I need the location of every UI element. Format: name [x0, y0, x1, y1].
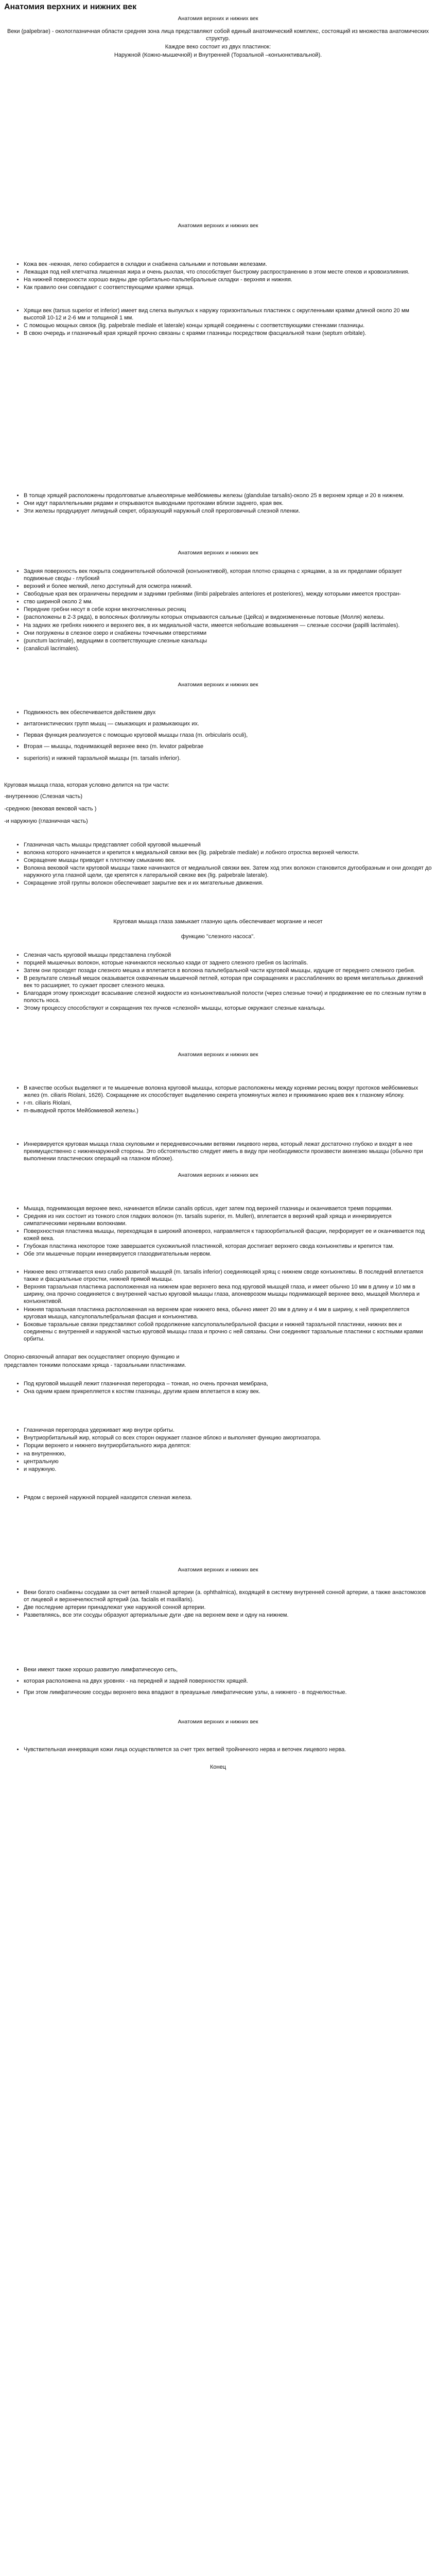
list-item: • Две последние артерии принадлежат уже наружной сонной артерии. [24, 1604, 432, 1611]
intro-paragraph: Наружной (Кожно-мышечной) и Внутренней (Торзальной –конъюнктивальной). [114, 52, 322, 59]
list-item: • При этом лимфатические сосуды верхнего века впадают в преаушные лимфатические узлы, а нижнего - в подчелюстные. [24, 1689, 432, 1696]
list-item: • центральную [24, 1458, 432, 1465]
lymph-list [4, 1666, 432, 1696]
list-item: • В свою очередь и глазничный края хрящей прочно связаны с краями глазницы посредством фасциальной ткани (septum orbitale). [24, 330, 432, 337]
list-item: • Она одним краем прикрепляется к костям глазницы, другим краем вплетается в кожу век. [24, 1388, 432, 1395]
intro-section [4, 28, 432, 59]
orbicularis-intro: Круговая мышца глаза, которая условно делится на три части: [4, 782, 169, 788]
list-item: • Глубокая пластинка некоторое тоже завершается сухожильной пластинкой, которая достигает верхнего свода конъюнктивы и крепится там. [24, 1243, 432, 1250]
lacrimal-gland-list [4, 1494, 432, 1501]
list-item: • С помощью мощных связок (lig. palpebrale mediale et laterale) концы хрящей соединены с соответствующими стенками глазницы. [24, 322, 432, 329]
document-title: Анатомия верхних и нижних век [4, 3, 137, 11]
caption: Анатомия верхних и нижних век [178, 15, 258, 22]
end-label: Конец [210, 1764, 226, 1771]
list-item: • Нижнее веко оттягивается книз слабо развитой мышцей (m. tarsalis inferior) соединяющей хрящ с нижнем своде конъюнктивы. В последний вплетается также и фасциальные отростки, нижней прямой мышцы. [24, 1268, 432, 1283]
list-item: • В толще хрящей расположены продолговатые альвеолярные мейбомиевы железы (glandulae tarsalis)-около 25 в верхнем хряще и 20 в нижнем. [24, 492, 432, 499]
list-item: • m-выводной проток Мейбомиевой железы.) [24, 1107, 432, 1114]
nerve-list [4, 1746, 432, 1753]
caption: Анатомия верхних и нижних век [178, 549, 258, 556]
summary-line: функцию "слезного насоса". [181, 933, 255, 940]
lacrimal-list [4, 952, 432, 1012]
mobility-list [4, 709, 432, 761]
list-item: • Сокращение мышцы приводит к плотному смыканию век. [24, 857, 432, 864]
orbicularis-part: -и наружную (глазничная часть) [4, 818, 88, 824]
glands-list [4, 492, 432, 515]
list-item: • Поверхностная пластинка мышцы, переходящая в широкий апоневроз, направляется к тарзоорбитальной фасции, перфорирует ее и оканчивается под кожей века. [24, 1228, 432, 1242]
list-item: • Они погружены в слезное озеро и снабжены точечными отверстиями [24, 630, 432, 637]
list-item: • Внутриорбитальный жир, который со всех сторон окружает глазное яблоко и выполняет функцию амортизатора. [24, 1434, 432, 1442]
orbicularis-part: -среднюю (вековая вековой часть ) [4, 805, 97, 812]
levator-list [4, 1205, 432, 1258]
list-item: • Нижняя тарзальная пластинка расположенная на верхнем крае нижнего века, обычно имеет 20 мм в длину и 4 мм в ширину, к ней прикрепляется круговая мышца, капсулопальпебральная фасция и конъюнктива. [24, 1306, 432, 1320]
support-apparatus-line: Опорно-связочный аппарат век осуществляет опорную функцию и [4, 1353, 180, 1360]
list-item: • верхний и более мелкий, легко доступный для осмотра нижний. [24, 583, 432, 590]
intro-paragraph: Каждое веко состоит из двух пластинок: [165, 44, 271, 50]
caption: Анатомия верхних и нижних век [178, 1566, 258, 1573]
list-item: • На нижней поверхности хорошо видны две орбитально-пальпебральные складки - верхняя и нижняя. [24, 276, 432, 283]
fat-list [4, 1427, 432, 1472]
septum-intro-list [4, 1380, 432, 1395]
list-item: • В качестве особых выделяют и те мышечные волокна круговой мышцы, которые расположены между корнями ресниц вокруг протоков мейбомиевых желез (m. ciliaris Riolani, 1626). Сокращение их способствует выделению секрета упомянутых желез и прижиманию краев век к глазному яблоку. [24, 1084, 432, 1099]
list-item: • которая расположена на двух уровнях - на передней и задней поверхностях хрящей. [24, 1677, 432, 1685]
list-item: • Средняя из них состоит из тонкого слоя гладких волокон (m. tarsalis superior, m. Mulleri), вплетается в верхний край хряща и иннервируется симпатическими нервными волокнами. [24, 1213, 432, 1227]
list-item: • Верхняя тарзальная пластинка расположенная на нижнем крае верхнего века под круговой мышцей глаза, и имеет обычно 10 мм в длину и 10 мм в ширину, она прочно соединяется с внутренней частью круговой мышцы глаза, апоневрозом мышцы поднимающей верхнее веко, мышцей Мюллера и конъюнктивой. [24, 1283, 432, 1305]
list-item: • Глазничная перегородка удерживает жир внутри орбиты. [24, 1427, 432, 1434]
list-item: • порцией мышечных волокон, которые начинаются несколько кзади от заднего слезного гребня os lacrimalis. [24, 959, 432, 967]
list-item: • (canaliculi lacrimales). [24, 645, 432, 652]
list-item: • Вторая — мышцы, поднимающей верхнее веко (m. levator palpebrae [24, 743, 432, 750]
support-apparatus-line: представлен тонкими полосками хряща - тарзальными пластинками. [4, 1362, 186, 1369]
list-item: • Хрящи век (tarsus superior et inferior) имеет вид слегка выпуклых к наружу горизонтальных пластинок с округленными краями длиной около 20 мм высотой 10-12 и 2-6 мм и толщиной 1 мм. [24, 307, 432, 321]
caption: Анатомия верхних и нижних век [178, 1052, 258, 1058]
list-item: • Они идут параллельными рядами и открываются выводными протоками вблизи заднего, края век. [24, 500, 432, 507]
caption: Анатомия верхних и нижних век [178, 1718, 258, 1725]
riolan-list [4, 1084, 432, 1114]
list-item: • Боковые тарзальные связки представляют собой продолжение капсулопальпебральной фасции и нижней тарзальной пластинки, нижних век и соединены с внутренней и наружной частью круговой мышцы глаза и прочно с ней связаны. Они соединяют тарзальные пластинки с костными краями орбиты. [24, 1321, 432, 1343]
list-item: • Свободные края век ограничены передним и задними гребнями (limbi palpebrales anteriores et posteriores), между которыми имеется простран- [24, 590, 432, 598]
list-item: • Эти железы продуцирует липидный секрет, образующий наружный слой прероговичный слезной пленки. [24, 507, 432, 515]
list-item: • Веки богато снабжены сосудами за счет ветвей глазной артерии (a. ophthalmica), входящей в систему внутренней сонной артерии, а также анастомозов от лицевой и верхнечелюстной артерий (аа. facialis et maxillaris). [24, 1589, 432, 1603]
list-item: • Рядом с верхней наружной порцией находится слезная железа. [24, 1494, 432, 1501]
list-item: • Чувствительная иннервация кожи лица осуществляется за счет трех ветвей тройничного нерва и веточек лицевого нерва. [24, 1746, 432, 1753]
list-item: • Мышца, поднимающая верхнее веко, начинается вблизи canalis opticus, идет затем под верхней глазницы и оканчивается тремя порциями. [24, 1205, 432, 1212]
conjunctiva-list [4, 568, 432, 652]
caption: Анатомия верхних и нижних век [178, 1172, 258, 1179]
list-item: • Волокна вековой части круговой мышцы также начинаются от медиальной связки век. Затем ход этих волокон становится дугообразным и они доходят до наружного угла глазной щели, где крепятся к латеральной связке век (lig. palpebrale laterale). [24, 865, 432, 879]
blood-supply-list [4, 1589, 432, 1619]
list-item: • Под круговой мышцей лежит глазничная перегородка – тонкая, но очень прочная мембрана, [24, 1380, 432, 1387]
list-item: • r-m. ciliaris Riolani, [24, 1099, 432, 1107]
skin-list [4, 261, 432, 291]
orbicularis-summary [4, 918, 432, 940]
list-item: • Обе эти мышечные порции иннервируется глазодвигательным нервом. [24, 1250, 432, 1258]
list-item: • В результате слезный мешок оказывается охваченным мышечной петлей, которая при сокращениях и расслаблениях во время мигательных движений век то расширяет, то сужает просвет слезного мешка. [24, 975, 432, 989]
summary-line: Круговая мышца глаза замыкает глазную щель обеспечивает моргание и несет [113, 919, 323, 925]
list-item: • и наружную. [24, 1466, 432, 1473]
list-item: • Иннервируется круговая мышца глаза скуловыми и передневисочными ветвями лицевого нерва, который лежат достаточно глубоко и входят в нее преимущественно с нижненаружной стороны. Это обстоятельство следует иметь в виду при необходимости произвести акинезию мышцы (обычно при выполнении пластических операций на глазном яблоке). [24, 1141, 432, 1162]
list-item: • на внутреннюю, [24, 1450, 432, 1458]
list-item: • антагонистических групп мышц — смыкающих и размыкающих их. [24, 720, 432, 727]
list-item: • Передние гребни несут в себе корни многочисленных ресниц [24, 606, 432, 613]
list-item: • superioris) и нижней тарзальной мышцы (m. tarsalis inferior). [24, 755, 432, 762]
list-item: • Слезная часть круговой мышцы представлена глубокой [24, 952, 432, 959]
list-item: • Порции верхнего и нижнего внутриорбитального жира делятся: [24, 1442, 432, 1449]
list-item: • Разветвляясь, все эти сосуды образуют артериальные дуги -две на верхнем веке и одну на нижнем. [24, 1612, 432, 1619]
list-item: • ство шириной около 2 мм. [24, 598, 432, 605]
list-item: • (punctum lacrimale), ведущими в соответствующие слезные канальцы [24, 637, 432, 645]
list-item: • Затем они проходят позади слезного мешка и вплетается в волокна пальпебральной части круговой мышцы, идущие от переднего слезного гребня. [24, 967, 432, 974]
orbicularis-details-list [4, 841, 432, 887]
lower-lid-list [4, 1268, 432, 1343]
caption: Анатомия верхних и нижних век [178, 223, 258, 229]
list-item: • Веки имеют также хорошо развитую лимфатическую сеть, [24, 1666, 432, 1673]
list-item: • волокна которого начинается и крепится к медиальной связки век (lig. palpebrale mediale) и лобного отростка верхней челюсти. [24, 849, 432, 856]
tarsus-list [4, 307, 432, 337]
list-item: • Подвижность век обеспечивается действием двух [24, 709, 432, 716]
orbicularis-part: -внутреннюю (Слезная часть) [4, 793, 82, 800]
list-item: • Сокращение этой группы волокон обеспечивает закрытие век и их мигательные движения. [24, 879, 432, 887]
list-item: • (расположены в 2-3 ряда), в волосяных фолликулы которых открываются сальные (Цейса) и видоизмененные потовые (Молля) железы. [24, 614, 432, 621]
innervation-list [4, 1141, 432, 1162]
intro-paragraph: Веки (palpebrae) - окологлазничная области средняя зона лица представляют собой единый анатомический комплекс, состоящий из множества анатомических структур. [7, 28, 429, 42]
list-item: • Этому процессу способствуют и сокращения тех пучков «слезной» мышцы, которые окружают слезные канальцы. [24, 1005, 432, 1012]
list-item: • Первая функция реализуется с помощью круговой мышцы глаза (m. orbicularis oculi), [24, 732, 432, 739]
list-item: • Задняя поверхность век покрыта соединительной оболочкой (конъюнктивой), которая плотно сращена с хрящами, а за их пределами образует подвижные своды - глубокий [24, 568, 432, 582]
caption: Анатомия верхних и нижних век [178, 681, 258, 688]
list-item: • Глазничная часть мышцы представляет собой круговой мышечный [24, 841, 432, 849]
list-item: • Как правило они совпадают с соответствующими краями хряща. [24, 284, 432, 291]
list-item: • На задних же гребнях нижнего и верхнего век, в их медиальной части, имеется небольшие возвышения — слезные сосочки (papilli lacrimales). [24, 622, 432, 629]
list-item: • Кожа век -нежная, легко собирается в складки и снабжена сальными и потовыми железами. [24, 261, 432, 268]
list-item: • Благодаря этому происходит всасывание слезной жидкости из конъюнктивальной полости (через слезные точки) и продвижение ее по слезным путям в полость носа. [24, 990, 432, 1004]
list-item: • Лежащая под ней клетчатка лишенная жира и очень рыхлая, что способствует быстрому распространению в этом месте отеков и кровоизлияния. [24, 268, 432, 276]
